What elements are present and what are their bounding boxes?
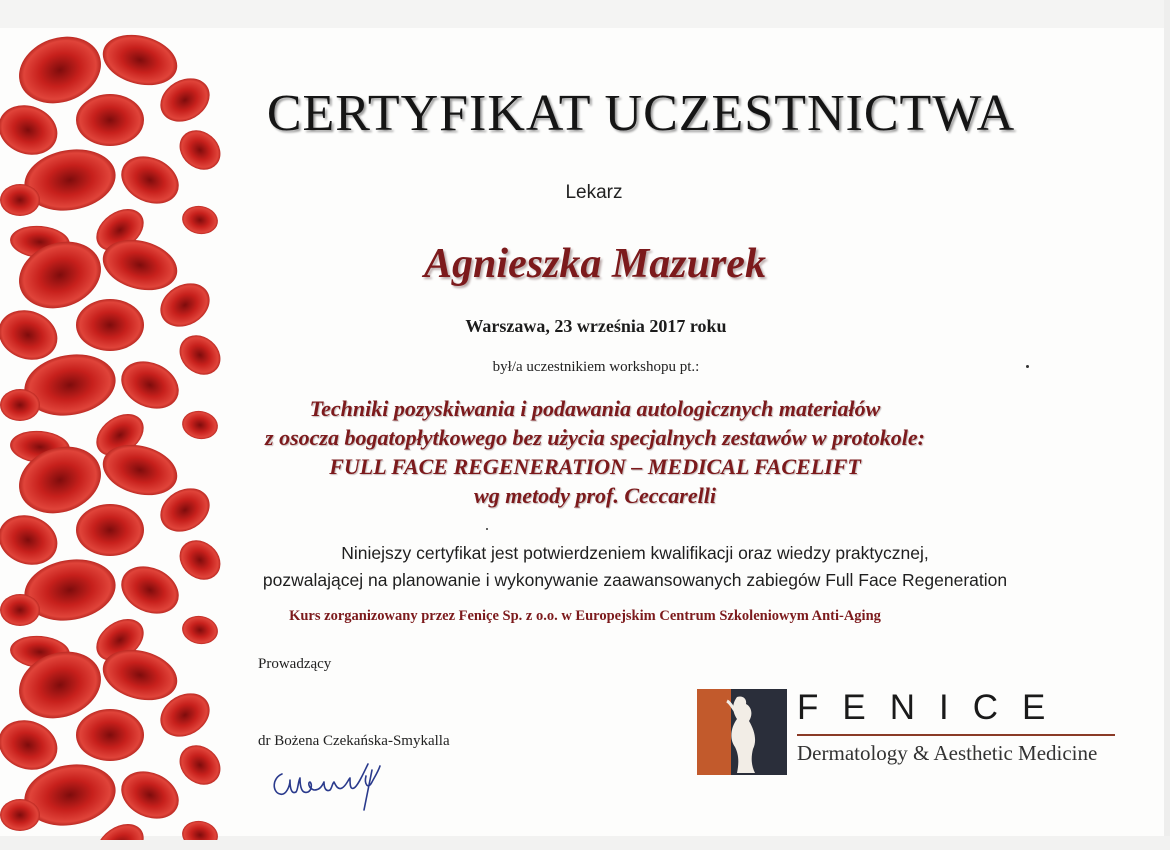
course-title-line: Techniki pozyskiwania i podawania autologicznych materiałów bbox=[309, 396, 881, 421]
confirmation-line: Niniejszy certyfikat jest potwierdzeniem kwalifikacji oraz wiedzy praktycznej, bbox=[341, 543, 929, 563]
blood-cell-shape bbox=[9, 838, 72, 840]
blood-cell-shape bbox=[180, 818, 220, 840]
fenice-logo bbox=[697, 688, 1127, 778]
handwritten-signature bbox=[268, 752, 408, 812]
logo-wordmark: FENICE bbox=[797, 688, 1070, 727]
logo-divider bbox=[797, 734, 1115, 736]
course-title-line: wg metody prof. Ceccarelli bbox=[474, 483, 716, 508]
scan-edge-top bbox=[0, 0, 1170, 28]
blood-cell-shape bbox=[172, 737, 229, 793]
participant-name: Agnieszka Mazurek bbox=[424, 241, 766, 287]
confirmation-text bbox=[0, 540, 1170, 594]
blood-cell-shape bbox=[114, 762, 187, 827]
instructor-label: Prowadzący bbox=[258, 656, 332, 672]
blood-cell-shape bbox=[180, 203, 220, 237]
blood-cell-shape bbox=[76, 709, 144, 761]
course-title-line: z osocza bogatopłytkowego bez użycia specjalnych zestawów w protokole: bbox=[265, 425, 925, 450]
confirmation-line: pozwalającej na planowanie i wykonywanie zaawansowanych zabiegów Full Face Regeneration bbox=[262, 570, 1008, 590]
scan-speck bbox=[1026, 365, 1029, 368]
blood-cell-shape bbox=[0, 712, 64, 778]
fenice-figure-icon bbox=[697, 689, 787, 775]
organizer-note: Kurs zorganizowany przez Feniçe Sp. z o.o. w Europejskim Centrum Szkoleniowym Anti-Aging bbox=[289, 608, 881, 624]
scan-speck bbox=[486, 528, 488, 530]
certificate-title: CERTYFIKAT UCZESTNICTWA bbox=[266, 85, 1016, 142]
blood-cell-shape bbox=[88, 815, 151, 840]
blood-cell-shape bbox=[0, 799, 40, 831]
place-and-date: Warszawa, 23 września 2017 roku bbox=[465, 316, 727, 336]
course-title-line: FULL FACE REGENERATION – MEDICAL FACELIFT bbox=[329, 454, 861, 479]
logo-tagline: Dermatology & Aesthetic Medicine bbox=[797, 741, 1098, 765]
participation-statement: był/a uczestnikiem workshopu pt.: bbox=[492, 359, 700, 375]
instructor-name: dr Bożena Czekańska-Smykalla bbox=[258, 733, 450, 749]
course-title bbox=[0, 394, 1170, 510]
participant-role: Lekarz bbox=[565, 182, 623, 203]
